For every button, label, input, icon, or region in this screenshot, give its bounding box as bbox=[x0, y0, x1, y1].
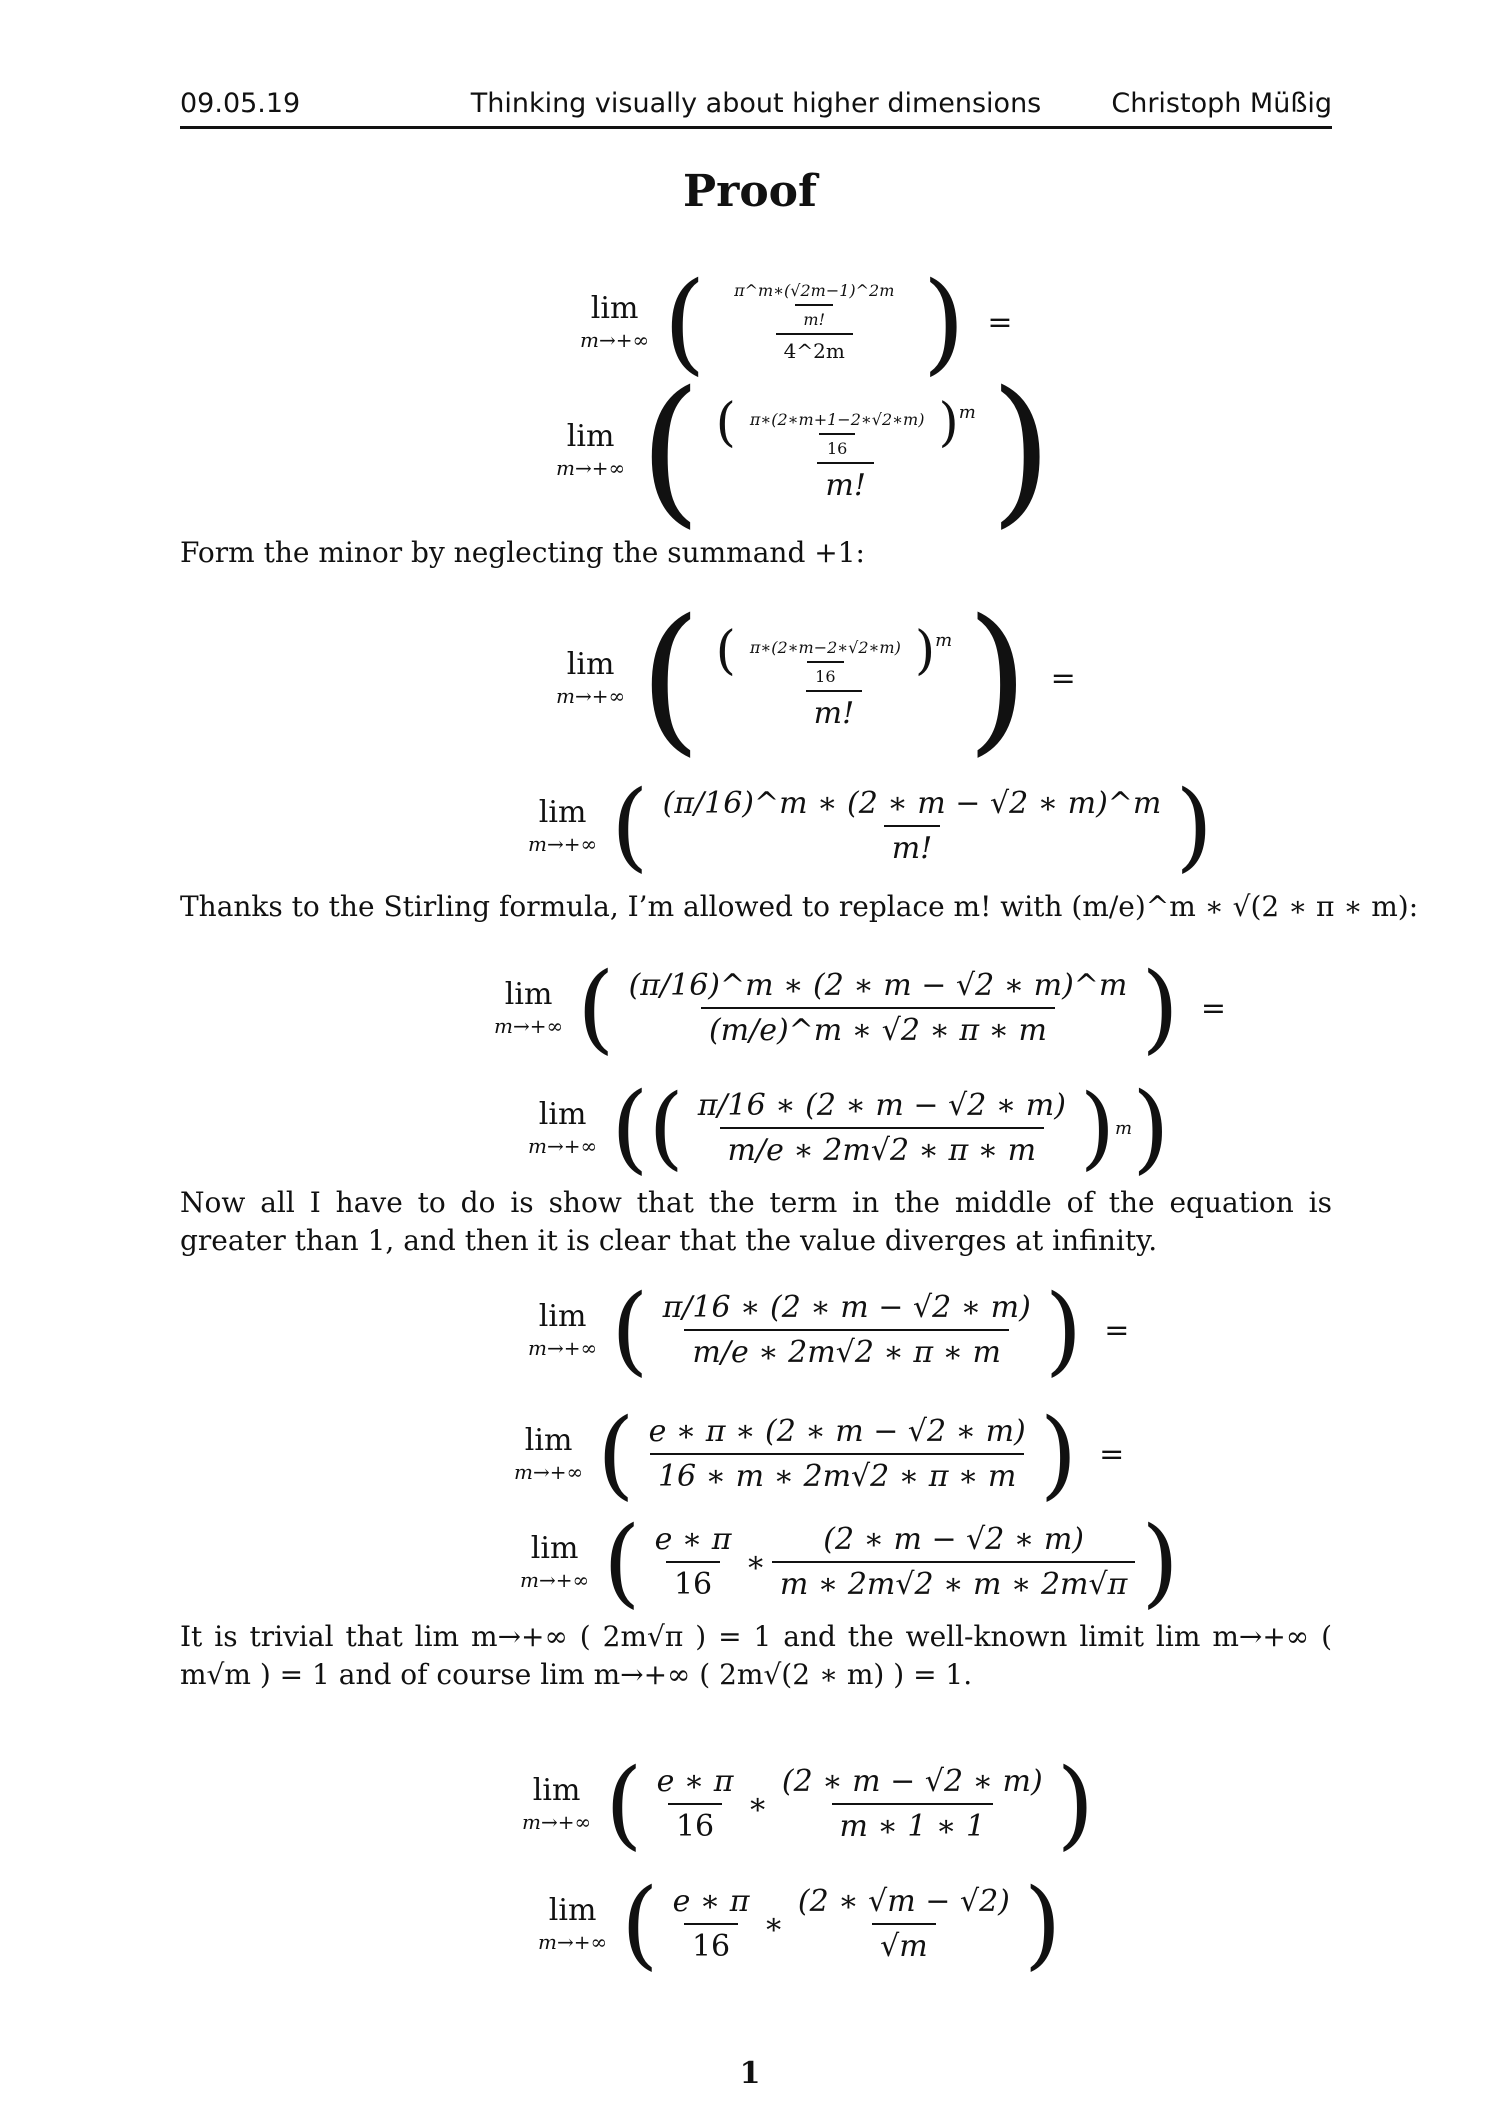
fraction: $\frac{\frac{\pi\^{}m∗(√2m-1)\^{}2m}{m!}}{4\^{}2m}$ bbox=[734, 281, 895, 363]
header-author: Christoph Müßig bbox=[1111, 88, 1332, 119]
paragraph-1: Form the minor by neglecting the summand +1: bbox=[180, 536, 865, 569]
equation-8: lim m→+∞ ( $\frac{e ∗ \pi ∗ (2 ∗ m - √2 ∗ m)}{16 ∗ m ∗ 2m√2 ∗ \pi ∗ m}$ ) = bbox=[514, 1398, 1125, 1510]
equation-2: lim m→+∞ ( ( $\frac{\pi∗(2∗m+1-2∗√2∗m)}{16}$ )$^m$ m! ) bbox=[556, 356, 1053, 543]
limit-operator: lim m→+∞ bbox=[580, 291, 650, 352]
equation-6: lim m→+∞ ( ( $\frac{\pi/16 ∗ (2 ∗ m - √2 ∗ m)}{m/e ∗ 2m√2 ∗ \pi ∗ m}$ ) m ) bbox=[528, 1072, 1170, 1184]
header-date: 09.05.19 bbox=[180, 88, 301, 119]
page-number: 1 bbox=[739, 2056, 761, 2091]
equation-1: lim m→+∞ ( $\frac{\frac{\pi\^{}m∗(√2m-1)\^{}2m}{m!}}{4\^{}2m}$ ) = bbox=[580, 258, 1013, 386]
paragraph-3: Now all I have to do is show that the term in the middle of the equation is greater than 1, and then it is clear that the value diverges at infinity. bbox=[180, 1186, 1332, 1257]
equation-4: lim m→+∞ ( $\frac{(\pi/16)\^{}m ∗ (2 ∗ m - √2 ∗ m)\^{}m}{m!}$ ) bbox=[528, 770, 1213, 882]
equation-7: lim m→+∞ ( $\frac{\pi/16 ∗ (2 ∗ m - √2 ∗ m)}{m/e ∗ 2m√2 ∗ \pi ∗ m}$ ) = bbox=[528, 1274, 1130, 1386]
paragraph-2: Thanks to the Stirling formula, I’m allowed to replace m! with (m/e)^m ∗ √(2 ∗ π ∗ m): bbox=[180, 890, 1419, 923]
equation-11: lim m→+∞ ( $\frac{e ∗ \pi}{16}$ ∗ $\frac{(2 ∗ √m - √2)}{√m}$ ) bbox=[538, 1868, 1062, 1980]
equation-5: lim m→+∞ ( $\frac{(\pi/16)\^{}m ∗ (2 ∗ m - √2 ∗ m)\^{}m}{(m/e)\^{}m ∗ √2 ∗ \pi ∗ m}$ ) = bbox=[494, 952, 1226, 1064]
page-header bbox=[180, 86, 1332, 129]
equation-9: lim m→+∞ ( $\frac{e ∗ \pi}{16}$ ∗ $\frac{(2 ∗ m - √2 ∗ m)}{m ∗ 2m√2 ∗ m ∗ 2m√\pi}$ ) bbox=[520, 1506, 1179, 1618]
paragraph-4: It is trivial that lim m→+∞ ( 2m√π ) = 1 and the well-known limit lim m→+∞ ( m√m ) = 1 and of course lim m→+∞ ( 2m√(2 ∗ m) ) = 1. bbox=[180, 1620, 1332, 1691]
section-title: Proof bbox=[683, 166, 817, 217]
header-title: Thinking visually about higher dimensions bbox=[470, 88, 1042, 119]
equation-10: lim m→+∞ ( $\frac{e ∗ \pi}{16}$ ∗ $\frac{(2 ∗ m - √2 ∗ m)}{m ∗ 1 ∗ 1}$ ) bbox=[522, 1748, 1095, 1860]
equation-3: lim m→+∞ ( ( $\frac{\pi∗(2∗m-2∗√2∗m)}{16}$ )$^m$ m! ) = bbox=[556, 584, 1076, 771]
